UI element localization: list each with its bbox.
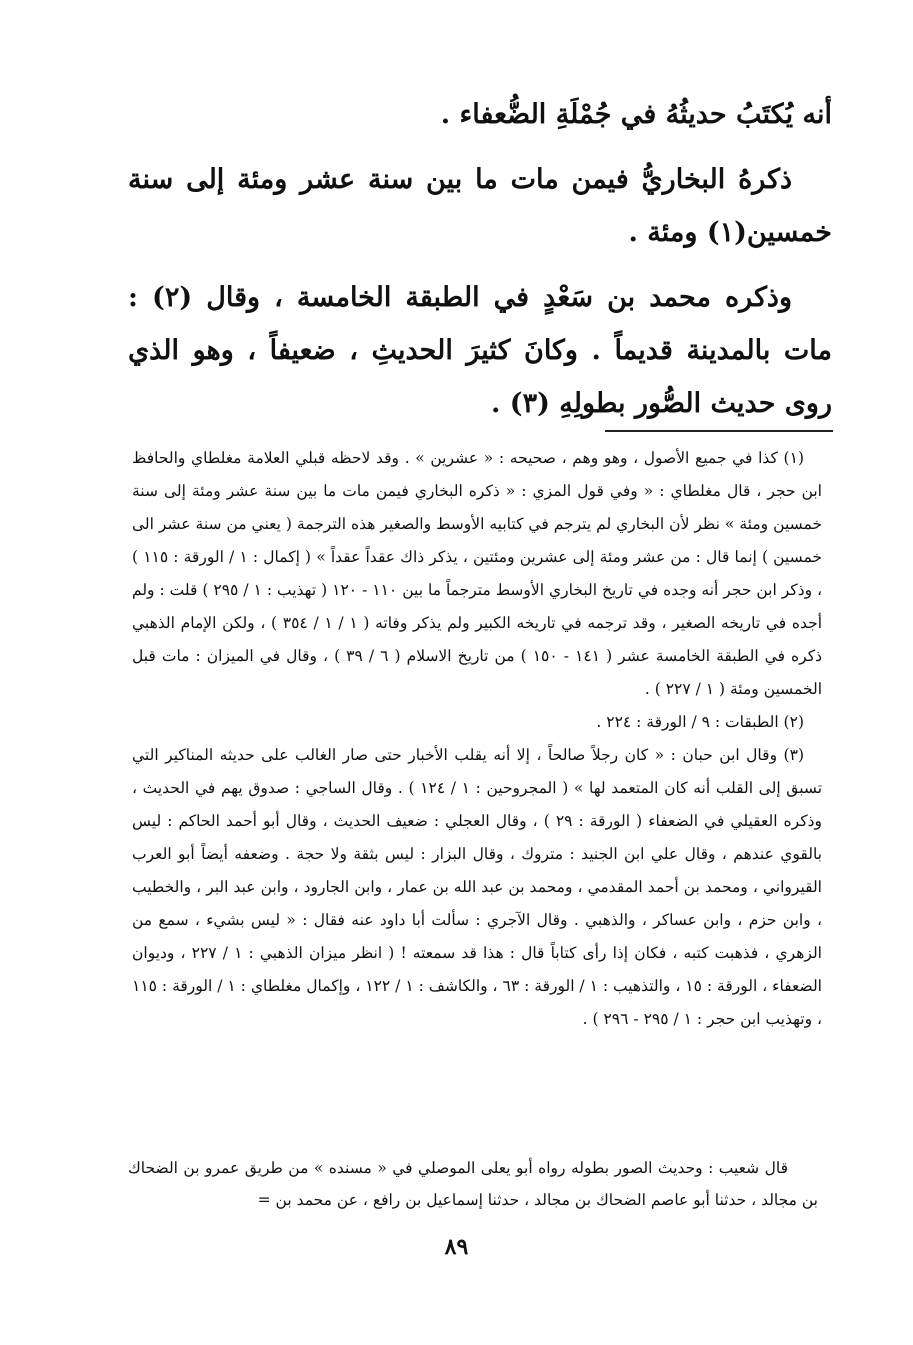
footnote-2: (٢) الطبقات : ٩ / الورقة : ٢٢٤ .	[596, 713, 804, 731]
footnote-1: (١) كذا في جميع الأصول ، وهو وهم ، صحيحه : « عشرين » . وقد لاحظه قبلي العلامة مغلطاي والحافظ ابن حجر ، قال مغلطاي : « وفي قول المزي : « ذكره البخاري فيمن مات ما بين سنة عشر ومئة إلى سنة خمسين ومئة » نظر لأن البخاري لم يترجم في كتابيه الأوسط والصغير هذه الترجمة ( يعني من سنة عشر الى خمسين ) إنما قال : من عشر ومئة إلى عشرين ومئتين ، يذكر ذاك عقداً عقداً » ( إكمال : ١ / الورقة : ١١٥ ) ، وذكر ابن حجر أنه وجده في تاريخ البخاري الأوسط مترجماً ما بين ١١٠ - ١٢٠ ( تهذيب : ١ / ٢٩٥ ) قلت : ولم أجده في تاريخه الصغير ، وقد ترجمه في تاريخه الكبير ولم يذكر وفاته ( ١ / ١ / ٣٥٤ ) ، ولكن الإمام الذهبي ذكره في الطبقة الخامسة عشر ( ١٤١ - ١٥٠ ) من تاريخ الاسلام ( ٦ / ٣٩ ) ، وقال في الميزان : مات قبل الخمسين ومئة ( ١ / ٢٢٧ ) .	[132, 449, 823, 698]
editor-note	[128, 1152, 818, 1216]
main-line-1: أنه يُكتَبُ حديثُهُ في جُمْلَةِ الضُّعفاء .	[440, 99, 832, 130]
main-paragraph-2: ذكرهُ البخاريُّ فيمن مات ما بين سنة عشر ومئة إلى سنة خمسين(١) ومئة .	[128, 164, 832, 248]
footnote-separator	[605, 430, 833, 432]
main-text	[128, 88, 832, 430]
editor-note-text: قال شعيب : وحديث الصور بطوله رواه أبو يعلى الموصلي في « مسنده » من طريق عمرو بن الضحاك بن مجالد ، حدثنا أبو عاصم الضحاك بن مجالد ، حدثنا إسماعيل بن رافع ، عن محمد بن =	[128, 1159, 818, 1209]
main-paragraph-3: وذكره محمد بن سَعْدٍ في الطبقة الخامسة ، وقال (٢) : مات بالمدينة قديماً . وكانَ كثيرَ الحديثِ ، ضعيفاً ، وهو الذي روى حديث الصُّور بطولِهِ (٣) .	[128, 282, 832, 419]
footnotes	[132, 442, 822, 1036]
page-number: ٨٩	[444, 1234, 469, 1260]
footnote-3: (٣) وقال ابن حبان : « كان رجلاً صالحاً ، إلا أنه يقلب الأخبار حتى صار الغالب على حديثه المناكير التي تسبق إلى القلب أنه كان المتعمد لها » ( المجروحين : ١ / ١٢٤ ) . وقال الساجي : صدوق يهم في الحديث ، وذكره العقيلي في الضعفاء ( الورقة : ٢٩ ) ، وقال العجلي : ضعيف الحديث ، وقال أبو أحمد الحاكم : ليس بالقوي عندهم ، وقال علي ابن الجنيد : متروك ، وقال البزار : ليس بثقة ولا حجة . وضعفه أيضاً أبو العرب القيرواني ، ومحمد بن أحمد المقدمي ، ومحمد بن عبد الله بن عمار ، وابن الجارود ، وابن عبد البر ، والخطيب ، وابن حزم ، وابن عساكر ، والذهبي . وقال الآجري : سألت أبا داود عنه فقال : « ليس بشيء ، سمع من الزهري ، فذهبت كتبه ، فكان إذا رأى كتاباً قال : هذا قد سمعته ! ( انظر ميزان الذهبي : ١ / ٢٢٧ ، وديوان الضعفاء ، الورقة : ١٥ ، والتذهيب : ١ / الورقة : ٦٣ ، والكاشف : ١ / ١٢٢ ، وإكمال مغلطاي : ١ / الورقة : ١١٥ ، وتهذيب ابن حجر : ١ / ٢٩٥ - ٢٩٦ ) .	[132, 746, 823, 1028]
